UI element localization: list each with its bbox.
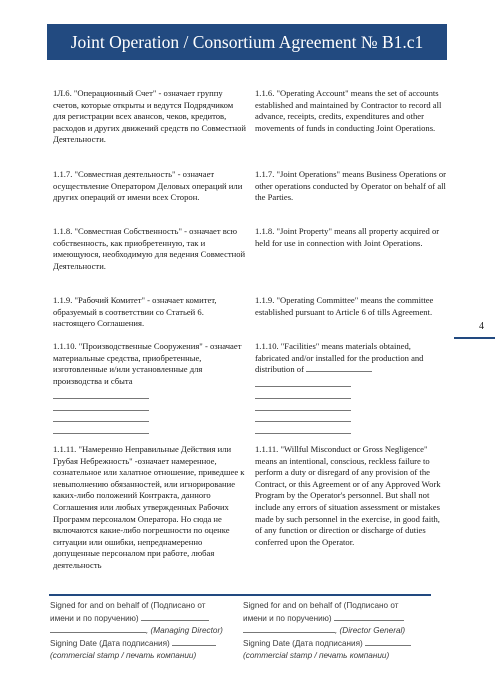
- signature-field[interactable]: [50, 624, 146, 633]
- clause-ru-1-1-7: 1.1.7. "Совместная деятельность" - означает осуществление Оператором Деловых операций или других операций от имени всех Сторон.: [53, 169, 243, 203]
- signing-date-label: Signing Date (Дата подписания): [50, 639, 170, 649]
- page-number-rule: [454, 337, 495, 339]
- clause-ru-1-1-10-text: 1.1.10. "Производственные Сооружения" - означает материальные средства, приобретенные, изготовленные и/или установленные для производства и сбыта: [53, 341, 242, 386]
- document-title: Joint Operation / Consortium Agreement № B1.c1: [70, 32, 424, 52]
- blank-line: [306, 364, 372, 372]
- blank-line: [53, 422, 149, 434]
- clause-ru-1-1-10: [53, 341, 246, 434]
- document-header: [47, 24, 447, 60]
- clause-en-1-1-10-text: 1.1.10. "Facilities" means materials obtained, fabricated and/or installed for the production and distribution of: [255, 341, 424, 375]
- footer-rule: [49, 594, 431, 596]
- signing-date-label: Signing Date (Дата подписания): [243, 639, 363, 649]
- signed-on-behalf-label: Signed for and on behalf of (Подписано от: [50, 601, 206, 610]
- page-number: 4: [479, 321, 484, 332]
- clause-en-1-1-6: 1.1.6. "Operating Account" means the set of accounts established and maintained by Contractor to record all advance, receipts, credits, expenditures and other movements of funds in conducting Joint Operations.: [255, 88, 442, 133]
- signature-block-left: [50, 600, 223, 662]
- blank-line: [255, 399, 351, 411]
- clause-en-1-1-9: 1.1.9. "Operating Committee" means the committee established pursuant to Article 6 of tills Agreement.: [255, 295, 434, 317]
- signature-name-field[interactable]: [334, 612, 404, 621]
- signed-on-behalf-label: Signed for and on behalf of (Подписано от: [243, 601, 399, 610]
- blank-line: [53, 387, 149, 399]
- blank-line: [53, 411, 149, 423]
- clause-ru-1-1-8: 1.1.8. "Совместная Собственность" - означает всю собственность, как приобретенную, так и имеющуюся, необходимую для ведения Совместной Деятельности.: [53, 226, 246, 271]
- commercial-stamp-label: (commercial stamp / печать компании): [243, 650, 390, 660]
- blank-line: [53, 399, 149, 411]
- blank-line: [255, 422, 351, 434]
- signature-field[interactable]: [243, 624, 335, 633]
- blank-line: [255, 387, 351, 399]
- clause-en-1-1-11: 1.1.11. "Willful Misconduct or Gross Negligence" means an intentional, conscious, reckless failure to perform a duty or disregard of any provision of the Contract, or this Agreement or of any Approved Work Program by the Operator's personnel. But shall not include any errors of situation assessment or mistakes made by such personnel in the exercise, in good faith, of any function or direction or discharge of duties conferred upon the Operator.: [255, 444, 441, 547]
- clause-en-1-1-7: 1.1.7. "Joint Operations" means Business Operations or other operations conducted by Operator on behalf of all the Parties.: [255, 169, 447, 203]
- commercial-stamp-label: (commercial stamp / печать компании): [50, 650, 197, 660]
- clause-en-1-1-8: 1.1.8. "Joint Property" means all property acquired or held for use in connection with Joint Operations.: [255, 226, 440, 248]
- clause-ru-1-1-6: 1Л.6. "Операционный Счет" - означает группу счетов, которые открыты и ведутся Подрядчиком для регистрации всех авансов, чеков, кредитов, расходов и других движений средств по Совместной Деятельности.: [53, 88, 246, 145]
- on-behalf-label: имени и по поручению): [243, 613, 332, 623]
- signature-name-field[interactable]: [141, 612, 209, 621]
- clause-ru-1-1-9: 1.1.9. "Рабочий Комитет" - означает комитет, образуемый в соответствии со Статьей 6. настоящего Соглашения.: [53, 295, 217, 329]
- clause-en-1-1-10: [255, 341, 447, 434]
- signing-date-field[interactable]: [172, 637, 216, 646]
- signatory-title: , (Director General): [335, 626, 406, 636]
- signatory-title: , (Managing Director): [146, 626, 223, 636]
- clause-ru-1-1-11: 1.1.11. "Намеренно Неправильные Действия или Грубая Небрежность" -означает намеренное, сознательное или халатное отношение, приведшее к невыполнению обязанностей, или игнорирование каких-либо положений Контракта, данного Соглашения или любых утвержденных Рабочих Программ персоналом Оператора. Но сюда не включаются какие-либо погрешности по оценке ситуации или ошибки, непреднамеренно допущенные персоналом при работе, любая деятельность: [53, 444, 245, 570]
- signature-block-right: [243, 600, 411, 662]
- signing-date-field[interactable]: [365, 637, 411, 646]
- blank-line: [255, 376, 351, 388]
- on-behalf-label: имени и по поручению): [50, 613, 139, 623]
- blank-line: [255, 411, 351, 423]
